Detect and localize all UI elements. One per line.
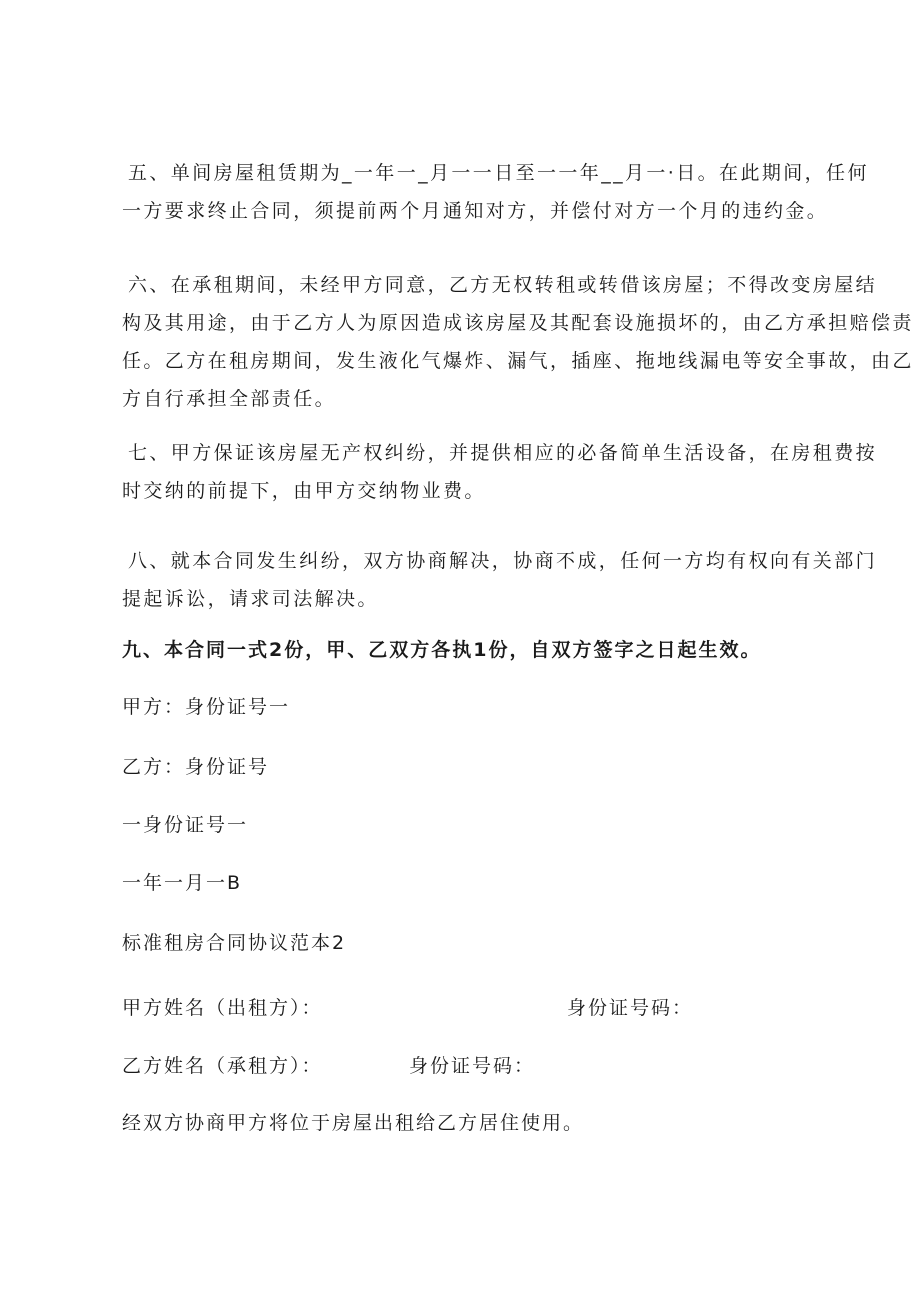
party-a-id-label: 身份证号码：: [567, 997, 694, 1019]
party-b-id-label: 身份证号码：: [409, 1055, 536, 1077]
date-line: 一年一月一B: [122, 872, 243, 894]
clause-seven-line-1: 七、甲方保证该房屋无产权纠纷，并提供相应的必备简单生活设备，在房租费按: [128, 442, 878, 464]
clause-six: [122, 266, 914, 418]
template-two-title: 标准租房合同协议范本2: [122, 932, 347, 954]
clause-five: [122, 154, 869, 230]
clause-eight-line-2: 提起诉讼，请求司法解决。: [122, 588, 379, 610]
clause-nine: 九、本合同一式2份，甲、乙双方各执1份，自双方签字之日起生效。: [122, 639, 762, 661]
clause-seven: [122, 434, 878, 510]
clause-five-line-2: 一方要求终止合同，须提前两个月通知对方，并偿付对方一个月的违约金。: [122, 200, 829, 222]
clause-six-line-4: 方自行承担全部责任。: [122, 388, 337, 410]
party-a-name-label: 甲方姓名（出租方）：: [122, 997, 323, 1019]
clause-six-line-3: 任。乙方在租房期间，发生液化气爆炸、漏气，插座、拖地线漏电等安全事故，由乙: [122, 350, 914, 372]
clause-eight: [122, 542, 878, 618]
party-a-id-line: 甲方：身份证号一: [122, 696, 291, 718]
clause-six-line-2: 构及其用途，由于乙方人为原因造成该房屋及其配套设施损坏的，由乙方承担赔偿责: [122, 312, 914, 334]
party-b-id-line: 乙方：身份证号: [122, 756, 270, 778]
clause-five-line-1: 五、单间房屋租赁期为_一年一_月一一日至一一年__月一·日。在此期间，任何: [128, 162, 869, 184]
id-number-line: 一身份证号一: [122, 814, 249, 836]
clause-six-line-1: 六、在承租期间，未经甲方同意，乙方无权转租或转借该房屋；不得改变房屋结: [128, 274, 878, 296]
contract-intro: 经双方协商甲方将位于房屋出租给乙方居住使用。: [122, 1112, 585, 1134]
party-b-name-label: 乙方姓名（承租方）：: [122, 1055, 323, 1077]
clause-seven-line-2: 时交纳的前提下，由甲方交纳物业费。: [122, 480, 486, 502]
clause-eight-line-1: 八、就本合同发生纠纷，双方协商解决，协商不成，任何一方均有权向有关部门: [128, 550, 878, 572]
